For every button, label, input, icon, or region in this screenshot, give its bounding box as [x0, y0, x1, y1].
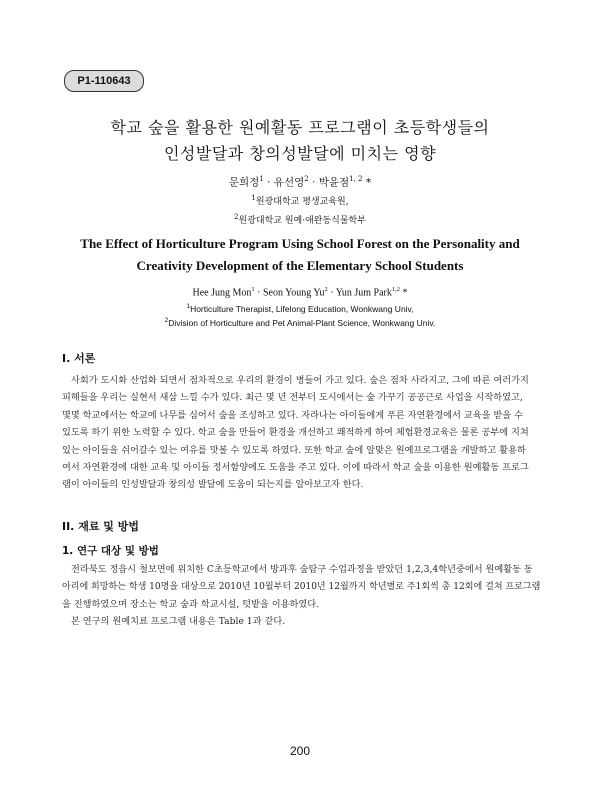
affiliation-text: 원광대학교 평생교육원, — [255, 196, 349, 207]
author-sup: 1, 2 — [349, 175, 363, 183]
english-affiliation — [0, 315, 600, 329]
author-name: 유선영 — [273, 176, 305, 189]
affiliation-sup: 2 — [234, 212, 239, 221]
author-name: Hee Jung Mon — [192, 287, 252, 299]
paragraph-line: 램이 아이들의 인성발달과 창의성 발달에 도움이 되는지를 알아보고자 한다. — [62, 479, 364, 491]
english-title — [0, 233, 600, 277]
paragraph-line: 아리에 희망하는 학생 10명을 대상으로 2010년 10월부터 2010년 12월까지 학년별로 주1회씩 총 12회에 걸쳐 프로그램 — [62, 581, 541, 593]
paragraph-line: 피해들을 우리는 실현서 새삼 느낄 수가 있다. 최근 몇 년 전부터 도시에서는 숲 가꾸기 공공근로 사업을 시작하였고, — [62, 392, 523, 404]
korean-affiliation — [0, 191, 600, 210]
introduction-paragraph — [62, 372, 540, 494]
affiliation-sup: 1 — [186, 303, 191, 311]
author-sup: 2 — [304, 175, 309, 183]
author-sup: 2 — [324, 286, 328, 293]
korean-authors-block — [0, 172, 600, 229]
affiliation-sup: 1 — [251, 193, 256, 202]
paragraph-line: 있는 아이들을 쉬어갈수 있는 여유를 맛볼 수 있도록 하였다. 또한 학교 숲에 알맞은 원예프로그램을 개발하고 활용하 — [62, 444, 526, 456]
affiliation-text: Horticulture Therapist, Lifelong Education, Wonkwang Univ, — [190, 304, 414, 315]
affiliation-text: 원광대학교 원예·애완동식물학부 — [238, 215, 366, 226]
author-separator: · — [263, 176, 274, 189]
korean-title-line: 학교 숲을 활용한 원예활동 프로그램이 초등학생들의 — [110, 118, 490, 137]
author-sup: 1 — [259, 175, 264, 183]
author-name: 문희정 — [228, 176, 260, 189]
page-number: 200 — [289, 744, 311, 758]
author-sup: 1 — [251, 286, 255, 293]
author-separator: · — [308, 176, 319, 189]
author-name: Seon Young Yu — [262, 287, 325, 299]
corresponding-star: * — [400, 287, 408, 299]
korean-affiliation — [0, 210, 600, 229]
paragraph-line: 전라북도 정읍시 철보면에 위치한 C초등학교에서 방과후 숲탐구 수업과정을 받았던 1,2,3,4학년중에서 원예활동 동 — [71, 564, 533, 575]
corresponding-star: * — [362, 176, 372, 189]
korean-title — [0, 115, 600, 167]
section-heading-introduction: I. 서론 — [62, 352, 96, 365]
paragraph-line: 사회가 도시화 산업화 되면서 점차적으로 우리의 환경이 병들어 가고 있다. 숲은 점차 사라지고, 그에 따른 여러가지 — [71, 375, 529, 386]
english-title-line: Creativity Development of the Elementary School Students — [136, 258, 464, 273]
author-name: 박윤점 — [318, 176, 350, 189]
affiliation-text: Division of Horticulture and Pet Animal-Plant Science, Wonkwang Univ. — [168, 317, 436, 328]
paragraph-line: 몇몇 학교에서는 학교에 나무를 심어서 숲을 조성하고 있다. 자라나는 아이들에게 푸른 자연환경에서 교육을 받을 수 — [62, 409, 523, 421]
english-authors — [0, 283, 600, 299]
author-sup: 1,2 — [391, 286, 401, 293]
paragraph-line: 을 진행하였으며 장소는 학교 숲과 학교시설, 텃밭을 이용하였다. — [62, 598, 320, 610]
paper-id-badge: P1-110643 — [64, 70, 144, 92]
author-separator: · — [327, 287, 336, 299]
author-name: Yun Jum Park — [335, 287, 392, 299]
section-heading-methods: II. 재료 및 방법 — [62, 520, 139, 533]
author-separator: · — [254, 287, 263, 299]
paragraph-line: 본 연구의 원예치료 프로그램 내용은 Table 1과 같다. — [71, 616, 286, 628]
english-authors-block — [0, 283, 600, 329]
korean-title-line: 인성발달과 창의성발달에 미치는 영향 — [163, 144, 437, 163]
subsection-heading: 1. 연구 대상 및 방법 — [62, 545, 159, 557]
paragraph-line: 있도록 하기 위한 노력할 수 있다. 학교 숲을 만들어 환경을 개선하고 쾌적하게 하여 체험환경교육은 물론 공부에 지쳐 — [62, 427, 529, 439]
korean-authors — [0, 172, 600, 191]
english-title-line: The Effect of Horticulture Program Using School Forest on the Personality and — [80, 236, 520, 251]
affiliation-sup: 2 — [164, 317, 169, 325]
english-affiliation — [0, 301, 600, 315]
paragraph-line: 여서 자연환경에 대한 교육 및 아이들 정서함양에도 도움을 주고 있다. 이에 따라서 학교 숲을 이용한 원예활동 프로그 — [62, 462, 529, 474]
methods-paragraph — [62, 561, 540, 631]
